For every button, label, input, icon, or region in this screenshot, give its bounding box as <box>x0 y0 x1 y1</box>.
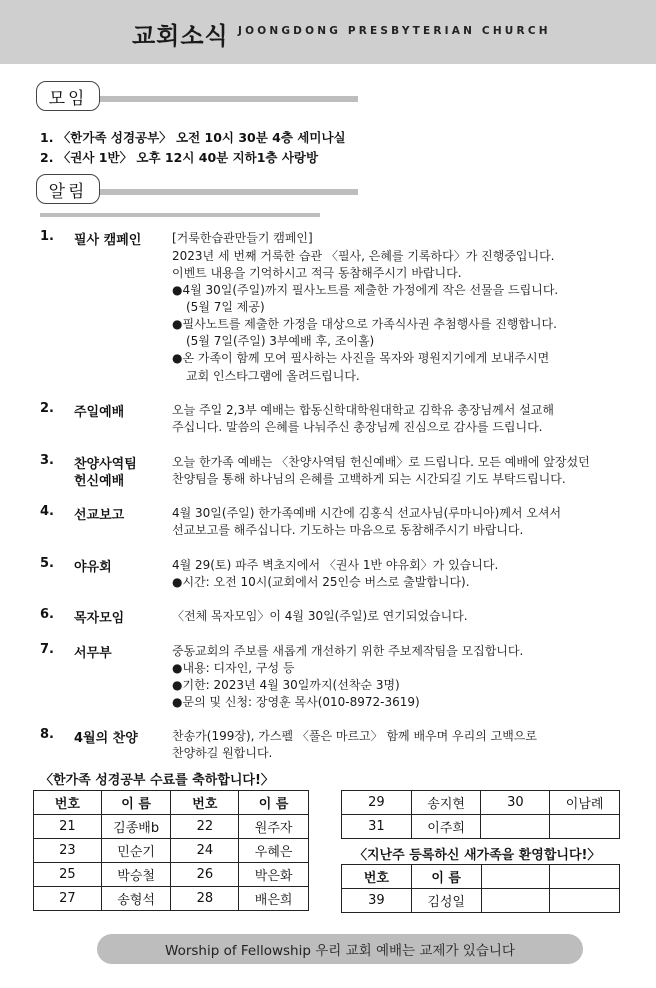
item-7-line: ●기한: 2023년 4월 30일까지(선착순 3명) <box>172 678 400 692</box>
item-3-line: 오늘 한가족 예배는 〈찬양사역팀 헌신예배〉로 드립니다. 모든 예배에 앞장섰던 <box>172 455 590 469</box>
table-cell: 이남례 <box>550 791 620 815</box>
table-cell <box>550 815 620 839</box>
table-cell: 우혜은 <box>239 839 309 863</box>
item-7-line: 중동교회의 주보를 새롭게 개선하기 위한 주보제작팀을 모집합니다. <box>172 644 524 658</box>
table-header-cell: 번호 <box>34 791 102 815</box>
item-4-number: 4. <box>40 504 54 519</box>
table-cell: 23 <box>34 839 102 863</box>
table-header-cell: 번호 <box>171 791 239 815</box>
item-5-title: 야유회 <box>74 560 112 575</box>
header-subtitle: JOONGDONG PRESBYTERIAN CHURCH <box>238 25 551 37</box>
meeting-line-1: 1. 〈한가족 성경공부〉 오전 10시 30분 4층 세미나실 <box>40 130 346 145</box>
table-cell <box>481 815 550 839</box>
table-header-cell: 이 름 <box>411 865 481 889</box>
table-cell: 민순기 <box>101 839 171 863</box>
table-header-cell: 번호 <box>342 865 412 889</box>
table-cell: 25 <box>34 863 102 887</box>
table-cell: 송지현 <box>411 791 481 815</box>
table-header-cell <box>550 865 620 889</box>
item-1-line: 이벤트 내용을 기억하시고 적극 동참해주시기 바랍니다. <box>172 266 462 280</box>
item-2-number: 2. <box>40 401 54 416</box>
table-cell: 송형석 <box>101 887 171 911</box>
table-cell: 이주희 <box>411 815 481 839</box>
table-cell: 배은희 <box>239 887 309 911</box>
notice-underline <box>40 213 320 217</box>
item-1-line: [거룩한습관만들기 캠페인] <box>172 231 313 245</box>
table-row <box>342 889 620 913</box>
table-cell: 김성일 <box>411 889 481 913</box>
item-3-title: 찬양사역팀 <box>74 457 137 472</box>
item-1-title: 필사 캠페인 <box>74 233 142 248</box>
table-cell: 원주자 <box>239 815 309 839</box>
item-4-title: 선교보고 <box>74 508 125 523</box>
item-8-line: 찬송가(199장), 가스펠 〈풀은 마르고〉 함께 배우며 우리의 고백으로 <box>172 729 537 743</box>
item-1-number: 1. <box>40 229 54 244</box>
table-cell: 27 <box>34 887 102 911</box>
item-2-title: 주일예배 <box>74 405 125 420</box>
table-cell: 22 <box>171 815 239 839</box>
item-5-line: 4월 29(토) 파주 벽초지에서 〈권사 1반 야유회〉가 있습니다. <box>172 558 499 572</box>
notice-label: 알림 <box>36 174 100 204</box>
table-header-cell <box>481 865 550 889</box>
welcome-table <box>341 864 620 913</box>
item-1-line: 2023년 세 번째 거룩한 습관 〈필사, 은혜를 기록하다〉가 진행중입니다. <box>172 249 555 263</box>
item-7-title: 서무부 <box>74 646 112 661</box>
table-cell: 31 <box>342 815 412 839</box>
meeting-line-2: 2. 〈권사 1반〉 오후 12시 40분 지하1층 사랑방 <box>40 150 319 165</box>
item-6-title: 목자모임 <box>74 611 125 626</box>
footer-banner: Worship of Fellowship 우리 교회 예배는 교제가 있습니다 <box>97 934 583 964</box>
item-3-line: 찬양팀을 통해 하나님의 은혜를 고백하게 되는 시간되길 기도 부탁드립니다. <box>172 472 566 486</box>
header-title: 교회소식 <box>132 22 229 50</box>
table-row <box>34 815 309 839</box>
table-row <box>342 791 620 815</box>
item-6-line: 〈전체 목자모임〉이 4월 30일(주일)로 연기되었습니다. <box>172 609 468 623</box>
table-cell <box>550 889 620 913</box>
item-7-number: 7. <box>40 642 54 657</box>
item-1-line: ●온 가족이 함께 모여 필사하는 사진을 목자와 평원지기에게 보내주시면 <box>172 351 550 365</box>
table-row <box>34 863 309 887</box>
table-header-row <box>34 791 309 815</box>
item-3-title-2: 헌신예배 <box>74 474 125 489</box>
table-cell: 29 <box>342 791 412 815</box>
table-cell: 39 <box>342 889 412 913</box>
item-5-line: ●시간: 오전 10시(교회에서 25인승 버스로 출발합니다). <box>172 575 470 589</box>
item-8-title: 4월의 찬양 <box>74 731 138 746</box>
item-4-line: 선교보고를 해주십니다. 기도하는 마음으로 동참해주시기 바랍니다. <box>172 523 524 537</box>
item-1-line: (5월 7일 제공) <box>186 300 265 314</box>
welcome-heading: 〈지난주 등록하신 새가족을 환영합니다!〉 <box>354 848 601 863</box>
item-7-line: ●문의 및 신청: 장영훈 목사(010-8972-3619) <box>172 695 420 709</box>
table-cell: 30 <box>481 791 550 815</box>
item-2-line: 오늘 주일 2,3부 예배는 합동신학대학원대학교 김학유 총장님께서 설교해 <box>172 403 554 417</box>
item-5-number: 5. <box>40 556 54 571</box>
completion-table-right <box>341 790 620 839</box>
item-2-line: 주십니다. 말씀의 은혜를 나눠주신 총장님께 진심으로 감사를 드립니다. <box>172 420 543 434</box>
table-header-row <box>342 865 620 889</box>
item-3-number: 3. <box>40 453 54 468</box>
completion-heading: 〈한가족 성경공부 수료를 축하합니다!〉 <box>40 773 274 788</box>
table-header-cell: 이 름 <box>239 791 309 815</box>
table-cell: 김종배b <box>101 815 171 839</box>
meeting-label: 모임 <box>36 81 100 111</box>
item-1-line: (5월 7일(주일) 3부예배 후, 조이홀) <box>186 334 375 348</box>
item-7-line: ●내용: 디자인, 구성 등 <box>172 661 295 675</box>
item-8-number: 8. <box>40 727 54 742</box>
table-cell <box>481 889 550 913</box>
table-header-cell: 이 름 <box>101 791 171 815</box>
completion-table <box>33 790 309 911</box>
header-bar <box>0 0 656 64</box>
table-row <box>34 839 309 863</box>
item-1-line: 교회 인스타그램에 올려드립니다. <box>186 369 360 383</box>
table-cell: 박승철 <box>101 863 171 887</box>
item-1-line: ●4월 30일(주일)까지 필사노트를 제출한 가정에게 작은 선물을 드립니다. <box>172 283 559 297</box>
item-4-line: 4월 30일(주일) 한가족예배 시간에 김홍식 선교사님(루마니아)께서 오셔서 <box>172 506 562 520</box>
table-row <box>34 887 309 911</box>
table-cell: 24 <box>171 839 239 863</box>
table-row <box>342 815 620 839</box>
table-cell: 21 <box>34 815 102 839</box>
table-cell: 28 <box>171 887 239 911</box>
table-cell: 26 <box>171 863 239 887</box>
item-8-line: 찬양하길 원합니다. <box>172 746 273 760</box>
table-cell: 박은화 <box>239 863 309 887</box>
item-1-line: ●필사노트를 제출한 가정을 대상으로 가족식사권 추첨행사를 진행합니다. <box>172 317 557 331</box>
item-6-number: 6. <box>40 607 54 622</box>
